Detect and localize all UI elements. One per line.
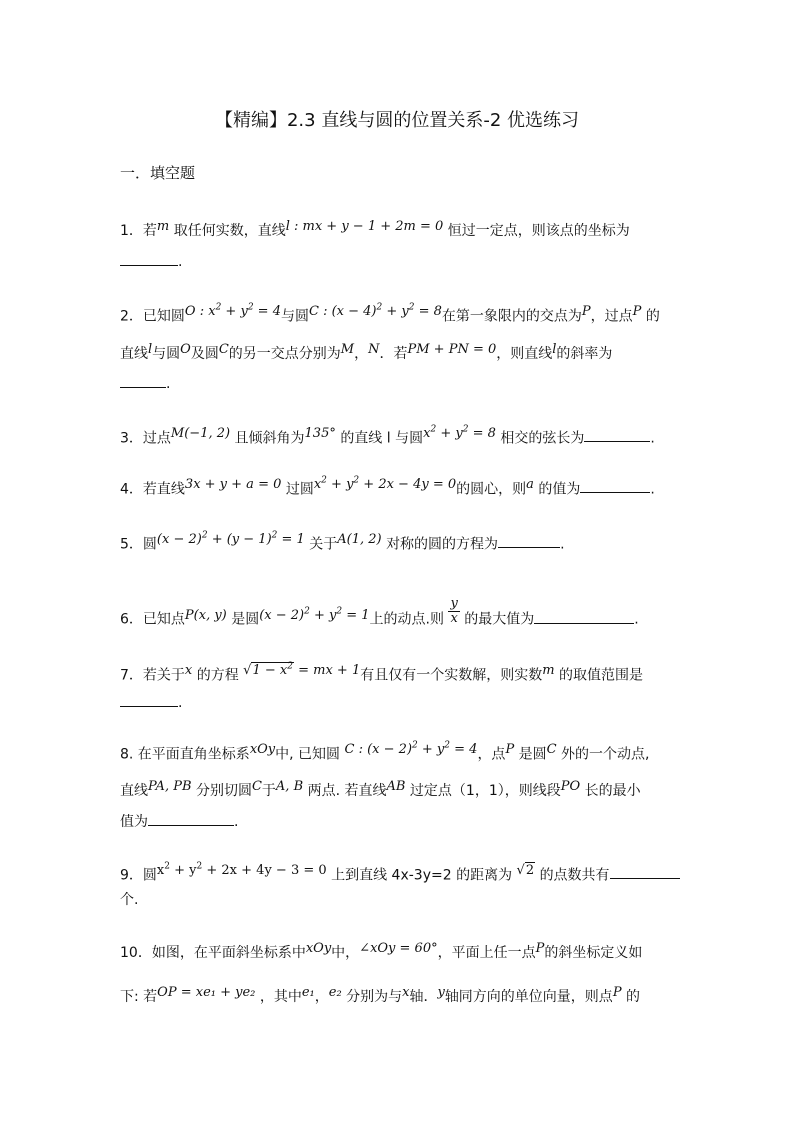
question-6 bbox=[120, 596, 676, 634]
q2-text: ， bbox=[354, 346, 369, 362]
question-10-line-2 bbox=[120, 987, 676, 1008]
q4-text: 的圆心，则 bbox=[456, 481, 527, 498]
q5-text: . bbox=[560, 536, 565, 553]
q2-text: . bbox=[166, 376, 171, 392]
answer-blank[interactable] bbox=[120, 692, 178, 707]
q7-math: x bbox=[184, 663, 193, 679]
q8-math: PO bbox=[560, 779, 581, 794]
q6-text: 是圆 bbox=[231, 611, 260, 628]
q2-math-circle-o: O : $x^2 + y^2 = 4$ bbox=[184, 303, 281, 320]
q10-text: 分别为与 bbox=[346, 989, 403, 1005]
q2-math-circle-c: C : $(x - 4)^2 + y^2 = 8$ bbox=[308, 303, 442, 320]
q8-math: C bbox=[251, 779, 262, 794]
q8-text: 值为 bbox=[120, 814, 148, 830]
q8-text: 过定点（1，1），则线段 bbox=[409, 783, 561, 799]
q10-math: xOy bbox=[305, 941, 332, 956]
q2-text: 与圆 bbox=[280, 308, 309, 325]
q8-text: 长的最小 bbox=[584, 783, 641, 799]
q7-math-equation: $√1 - x^2$ = mx + 1 bbox=[243, 662, 361, 679]
answer-blank[interactable] bbox=[580, 478, 650, 493]
q5-math-point: A(1, 2) bbox=[337, 532, 382, 548]
q4-math-circle: $x^2 + y^2 + 2x - 4y = 0$ bbox=[313, 476, 457, 493]
q1-text: 取任何实数，直线 bbox=[173, 223, 286, 239]
question-1-line-1 bbox=[120, 221, 676, 242]
question-3 bbox=[120, 425, 676, 449]
answer-blank[interactable] bbox=[148, 811, 234, 826]
q6-text: 6．已知点 bbox=[120, 611, 185, 628]
q10-text: 轴同方向的单位向量，则点 bbox=[444, 989, 613, 1005]
q10-math-angle: ∠xOy = 60° bbox=[359, 941, 438, 956]
q3-text: 的直线 l 与圆 bbox=[340, 430, 424, 447]
q3-math-angle: 135° bbox=[304, 426, 336, 442]
q3-text: . bbox=[650, 430, 655, 447]
q10-math: e₁ bbox=[301, 985, 315, 1000]
section-heading: 一．填空题 bbox=[120, 164, 196, 182]
q8-text: 是圆 bbox=[518, 746, 547, 763]
q10-text: 10．如图，在平面斜坐标系中 bbox=[120, 945, 306, 961]
q2-math: N bbox=[368, 342, 380, 357]
fraction-denominator: x bbox=[450, 611, 458, 626]
page-title: 【精编】2.3 直线与圆的位置关系-2 优选练习 bbox=[214, 110, 579, 131]
q4-text: 过圆 bbox=[285, 481, 314, 498]
q2-math: l bbox=[148, 342, 153, 357]
q8-text: 分别切圆 bbox=[195, 783, 252, 799]
q8-math: PA, PB bbox=[148, 779, 192, 794]
q8-text: 中, 已知圆 bbox=[275, 746, 341, 763]
q10-math: y bbox=[437, 985, 445, 1000]
question-8-line-1 bbox=[120, 741, 676, 765]
q10-text: 中， bbox=[331, 945, 360, 961]
question-4 bbox=[120, 476, 676, 500]
q7-text: 的方程 bbox=[196, 667, 239, 684]
question-7-line-2 bbox=[120, 692, 676, 713]
q6-text: 上的动点.则 bbox=[369, 611, 444, 628]
q1-text: 1．若 bbox=[120, 223, 157, 239]
q2-text: 直线 bbox=[120, 346, 148, 362]
q2-text: 的另一交点分别为 bbox=[228, 346, 341, 362]
q2-math: P bbox=[581, 304, 591, 320]
q9-sqrt-radicand: 2 bbox=[525, 863, 535, 879]
answer-blank[interactable] bbox=[534, 609, 634, 624]
question-1-line-2 bbox=[120, 251, 676, 272]
q10-text: 的斜坐标定义如 bbox=[544, 945, 643, 961]
q6-math-circle: $(x - 2)^2 + y^2 = 1$ bbox=[259, 606, 370, 623]
q8-text: 8. 在平面直角坐标系 bbox=[120, 746, 250, 763]
q8-math-circle: C : $(x - 2)^2 + y^2 = 4$ bbox=[344, 741, 478, 758]
q10-text: 的 bbox=[626, 989, 641, 1005]
q2-math: P bbox=[632, 304, 642, 320]
q6-text: 的最大值为 bbox=[464, 611, 535, 628]
q6-text: . bbox=[634, 611, 639, 628]
question-9-line-2 bbox=[120, 890, 676, 910]
answer-blank[interactable] bbox=[610, 864, 680, 879]
question-10-line-1 bbox=[120, 943, 676, 964]
q8-math: P bbox=[505, 742, 515, 758]
q9-text: 上到直线 4x-3y=2 的距离为 bbox=[331, 867, 513, 884]
answer-blank[interactable] bbox=[120, 373, 166, 388]
q9-math-circle: $x^2 + y^2 + 2x + 4y - 3 = 0$ bbox=[156, 862, 327, 879]
q2-text: 的 bbox=[645, 308, 660, 325]
q10-text: ，其中 bbox=[259, 989, 302, 1005]
q2-math: O bbox=[180, 342, 191, 357]
q8-math: xOy bbox=[249, 742, 276, 758]
q10-math: P bbox=[612, 985, 622, 1000]
q7-math: m bbox=[542, 663, 555, 679]
q4-math: a bbox=[526, 477, 534, 493]
answer-blank[interactable] bbox=[120, 251, 178, 266]
q2-text: 的斜率为 bbox=[556, 346, 613, 362]
q10-text: 轴． bbox=[409, 989, 438, 1005]
q2-math: M bbox=[340, 342, 355, 357]
q4-text: 4．若直线 bbox=[120, 481, 185, 498]
q5-math-circle: $(x - 2)^2 + (y - 1)^2 = 1$ bbox=[156, 531, 305, 548]
q7-text: 7．若关于 bbox=[120, 667, 185, 684]
q9-text: 的点数共有 bbox=[539, 867, 610, 884]
question-8-line-3 bbox=[120, 811, 676, 832]
question-2-line-1 bbox=[120, 303, 676, 327]
q7-text: . bbox=[178, 695, 183, 711]
q7-text: 有且仅有一个实数解，则实数 bbox=[360, 667, 543, 684]
q9-math-sqrt: √2 bbox=[516, 863, 535, 879]
q9-text: 个. bbox=[120, 892, 139, 908]
q10-math: P bbox=[535, 941, 545, 956]
q8-text: ，点 bbox=[477, 746, 506, 763]
q7-sqrt-radicand: $1 - x^2$ bbox=[252, 662, 293, 679]
question-2-line-3 bbox=[120, 373, 676, 394]
q1-text: . bbox=[178, 254, 183, 270]
q1-math-line: l : mx + y − 1 + 2m = 0 bbox=[285, 219, 444, 234]
q2-text: ，则直线 bbox=[496, 346, 553, 362]
q8-math: A, B bbox=[275, 779, 304, 794]
q6-fraction bbox=[448, 597, 459, 626]
q2-text: 2．已知圆 bbox=[120, 308, 185, 325]
q9-text: 9．圆 bbox=[120, 867, 157, 884]
q4-text: 的值为 bbox=[538, 481, 581, 498]
q2-math: l bbox=[552, 342, 557, 357]
q10-text: ， bbox=[314, 989, 329, 1005]
q3-text: 相交的弦长为 bbox=[500, 430, 585, 447]
q2-text: 与圆 bbox=[152, 346, 181, 362]
q5-text: 对称的圆的方程为 bbox=[386, 536, 499, 553]
q8-math: C bbox=[546, 742, 557, 758]
q2-text: ，过点 bbox=[590, 308, 633, 325]
q7-text: 的取值范围是 bbox=[559, 667, 643, 684]
question-7-line-1 bbox=[120, 662, 676, 686]
question-8-line-2 bbox=[120, 781, 676, 802]
q2-text: ．若 bbox=[379, 346, 408, 362]
q2-text: 及圆 bbox=[190, 346, 219, 362]
q8-math: AB bbox=[386, 779, 406, 794]
q8-text: 直线 bbox=[120, 783, 148, 799]
q1-text: 恒过一定点，则该点的坐标为 bbox=[447, 223, 630, 239]
question-5 bbox=[120, 531, 676, 555]
q3-text: 3．过点 bbox=[120, 430, 171, 447]
q2-math: C bbox=[218, 342, 229, 357]
q3-math-point: M(−1, 2) bbox=[170, 426, 231, 442]
q3-text: 且倾斜角为 bbox=[234, 430, 305, 447]
q8-text: 于 bbox=[261, 783, 276, 799]
answer-blank[interactable] bbox=[498, 533, 560, 548]
q10-text: 下: 若 bbox=[120, 989, 158, 1005]
q10-text: ，平面上任一点 bbox=[437, 945, 536, 961]
question-2-line-2 bbox=[120, 344, 676, 365]
q4-math-line: 3x + y + a = 0 bbox=[184, 477, 282, 493]
q1-math-m: m bbox=[156, 219, 170, 234]
q8-text: 外的一个动点, bbox=[561, 746, 650, 763]
q10-math: e₂ bbox=[328, 985, 342, 1000]
question-9-line-1 bbox=[120, 862, 676, 886]
q6-math-point: P(x, y) bbox=[184, 607, 227, 623]
q8-text: 两点. 若直线 bbox=[307, 783, 387, 799]
q10-math-vector: OP = xe₁ + ye₂ bbox=[157, 985, 256, 1000]
q2-text: 在第一象限内的交点为 bbox=[441, 308, 582, 325]
q2-math-vector-sum: PM + PN = 0 bbox=[407, 342, 497, 357]
q3-math-circle: $x^2 + y^2 = 8$ bbox=[423, 425, 496, 442]
q10-math: x bbox=[402, 985, 410, 1000]
q5-text: 关于 bbox=[309, 536, 338, 553]
q5-text: 5．圆 bbox=[120, 536, 157, 553]
answer-blank[interactable] bbox=[584, 427, 650, 442]
fraction-numerator: y bbox=[450, 596, 458, 611]
q8-text: . bbox=[234, 814, 239, 830]
q4-text: . bbox=[650, 481, 655, 498]
